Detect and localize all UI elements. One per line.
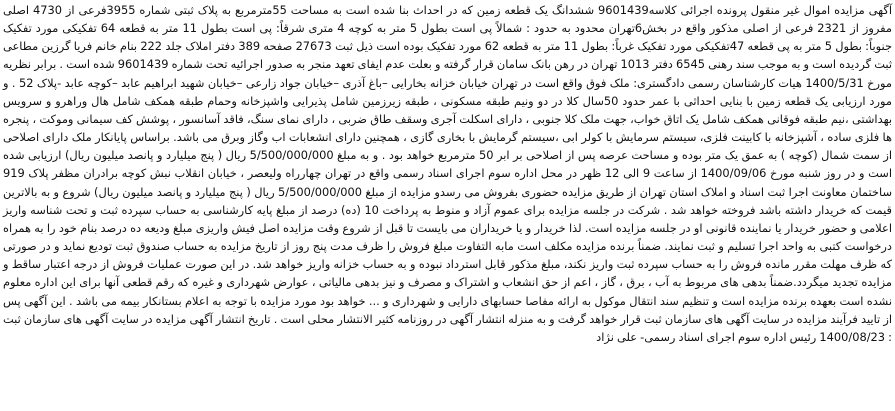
- auction-notice-text: آگهی مزایده اموال غیر منقول پرونده اجرائی کلاسه9601439 ششدانگ یک قطعه زمین که در احداث بنا شده است به مساحت 55مترمربع به پلاک ثبتی شماره 3955فرعی از 4730 اصلی مفروز از 2321 فرعی از اصلی مذکور واقع در بخش6تهران محدود به حدود : شمالاً پی است بطول 5 متر به کوچه 4 متری شرقاً: پی است بطول 11 متر به قطعه 64 تفکیکی مورد تفکیک جنوباً: بطول 5 متر به پی قطعه 47تفکیکی مورد تفکیک غرباً: بطول 11 متر به قطعه 62 مورد تفکیک بوده است ذیل ثبت 27673 صفحه 389 دفتر املاک جلد 222 بنام خانم فریا گرزین مطاعی ثبت گردیده است و به موجب سند رهنی 6545 دفتر 1013 تهران در رهن بانک سامان قرار گرفته و بعلت عدم ایفای تعهد منجر به صدور اجرائیه تحت شماره 9601439 شده است . برابر نظریه مورخ 1400/5/31 هیات کارشناسان رسمی دادگستری: ملک فوق واقع است در تهران خیابان خزانه بخارایی –باغ آذری –خیابان جواد زارعی –خیابان شهید ابراهیم عابد –کوچه عابد -پلاک 52 . و مورد ارزیابی یک قطعه زمین با بنایی احداثی با عمر حدود 50سال کلا در دو ونیم طبقه مسکونی ، طبقه زیرزمین شامل پذیرایی واشپزخانه وحمام طبقه همکف شامل هال وراهرو و سرویس بهداشتی ،نیم طبقه فوقانی همکف شامل یک اتاق خواب، جهت ملک کلا جنوبی ، دارای اسکلت آجری وسقف طاق ضربی ، دارای نمای سنگ، فاقد آسانسور ، پوشش کف سیمانی وموکت ، پنجره ها فلزی ساده ، آشپزخانه با کابینت فلزی، سیستم سرمایش با کولر ابی ،سیستم گرمایش با بخاری گازی ، همچنین دارای انشعابات اب وگاز وبرق می باشد. براساس پایانکار ملک دارای اصلاحی از سمت شمال (کوچه ) به عمق یک متر بوده و مساحت عرصه پس از اصلاحی بر ابر 50 مترمربع خواهد بود . و به مبلغ 5/500/000/000 ریال ( پنج میلیارد و پانصد میلیون ریال) ارزیابی شده است و در روز شنبه مورخ 1400/09/06 از ساعت 9 الی 12 ظهر در محل اداره سوم اجرای اسناد رسمی واقع در تهران چهارراه ولیعصر ، خیابان انقلاب نبش کوچه برادران مظفر پلاک 919 ساختمان معاونت اجرا ثبت اسناد و املاک استان تهران از طریق مزایده حضوری بفروش می رسدو مزایده از مبلغ 5/500/000/000 ریال ( پنج میلیارد و پانصد میلیون ریال) شروع و به بالاترین قیمت که خریدار داشته باشد فروخته خواهد شد . شرکت در جلسه مزایده برای عموم آزاد و منوط به پرداخت 10 (ده) درصد از مبلغ پایه کارشناسی به حساب سپرده ثبت و تحت شناسه واریز اعلامی و حضور خریدار یا نماینده قانونی او در جلسه مزایده است. لذا خریدار و یا خریداران می بایست تا قبل از شروع وقت مزایده اصل فیش واریزی مبلغ ودیعه ده درصد بنام خود را به همراه درخواست کتبی به واحد اجرا تسلیم و ثبت نمایند. ضمناً برنده مزایده مکلف است مابه التفاوت مبلغ فروش را ظرف مدت پنج روز از تاریخ مزایده به حساب صندوق ثبت تودیع نماید و در صورتی که ظرف مهلت مقرر مانده فروش را به حساب سپرده ثبت واریز نکند، مبلغ مذکور قابل استرداد نبوده و به حساب خزانه واریز خواهد شد. در این صورت عملیات فروش از درجه اعتبار ساقط و مزایده تجدید میگردد.ضمناً بدهی های مربوط به آب ، برق ، گاز ، اعم از حق انشعاب و اشتراک و مصرف و نیز بدهی مالیاتی ، عوارض شهرداری و غیره که رقم قطعی آنها برای این اداره معلوم نشده است بعهده برنده مزایده است و تنظیم سند انتقال موکول به ارائه مفاصا حسابهای دارایی و شهرداری و ... خواهد بود مورد مزایده با توجه به اعلام بستانکار بیمه می باشد . این آگهی پس از تایید فرآیند مزایده در سایت آگهی های سازمان ثبت قرار خواهد گرفت و به منزله انتشار آگهی در روزنامه کثیر الانتشار محلی است . تاریخ انتشار آگهی مزایده در سایت آگهی های سازمان ثبت : 1400/08/23 رئیس اداره سوم اجرای اسناد رسمی- علی نژاد: [3, 3, 893, 344]
